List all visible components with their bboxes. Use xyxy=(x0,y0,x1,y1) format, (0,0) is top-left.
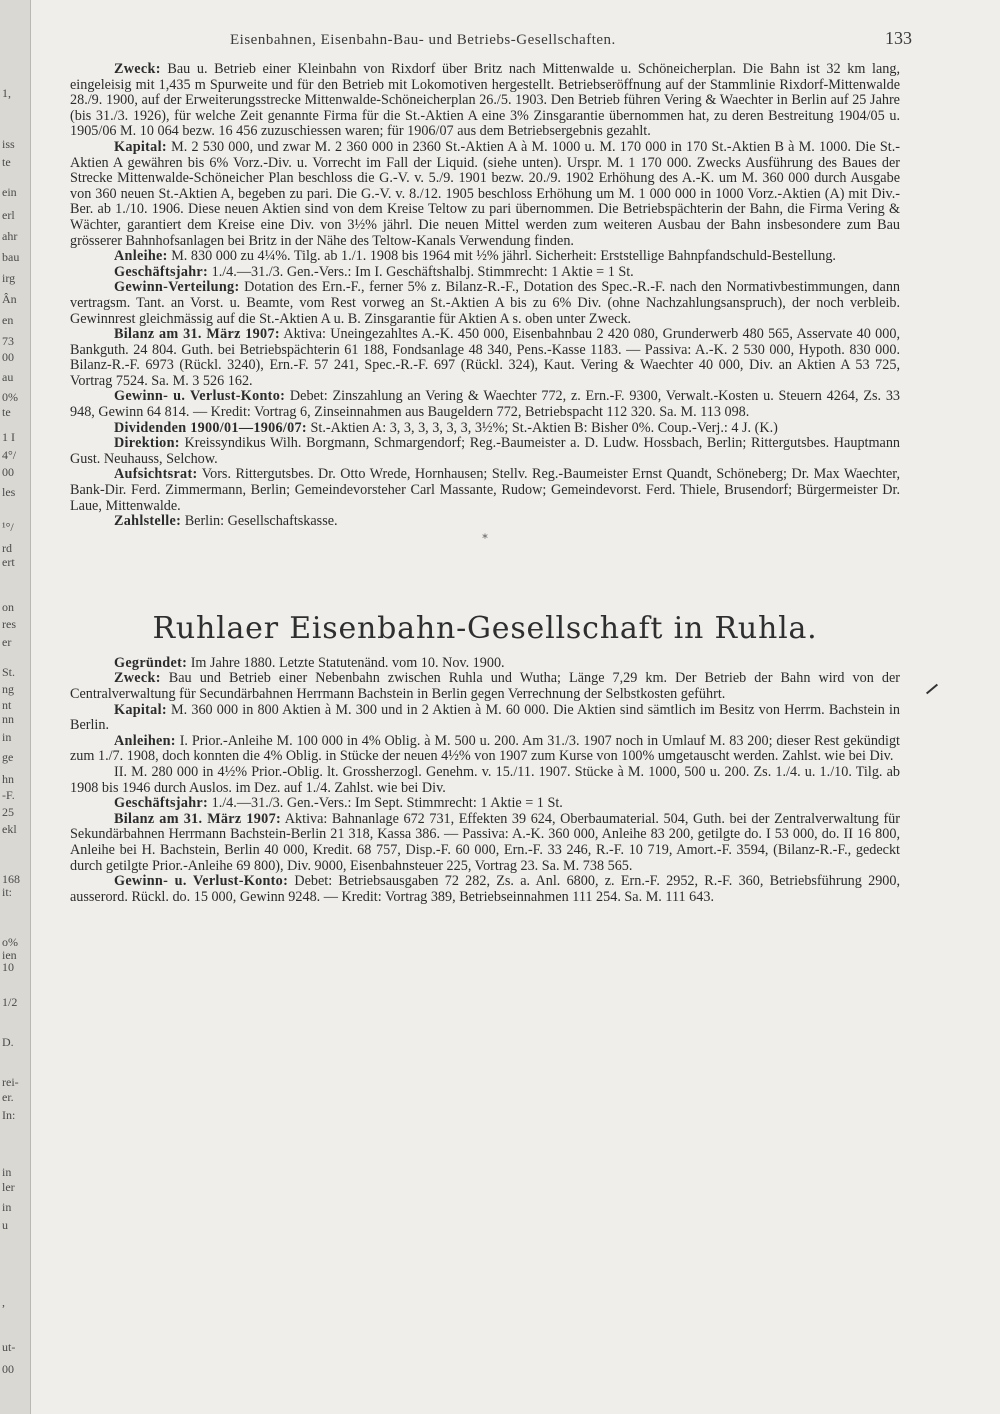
section-ruhlaer xyxy=(70,656,900,906)
paragraph-heading: Direktion: xyxy=(114,435,180,452)
gutter-fragment: nn xyxy=(2,712,14,726)
left-gutter-margin xyxy=(0,0,31,1414)
gutter-fragment: 00 xyxy=(2,1362,14,1376)
gutter-fragment: D. xyxy=(2,1035,14,1049)
paragraph-text: Kreissyndikus Wilh. Borgmann, Schmargendorf; Reg.-Baumeister a. D. Ludw. Hossbach, Berlin; Rittergutsbes. Hauptmann Gust. Neuhauss, Selchow. xyxy=(70,435,901,467)
paragraph-text: I. Prior.-Anleihe M. 100 000 in 4% Oblig. à M. 500 u. 200. Am 31./3. 1907 noch in Umlauf M. 83 200; dieser Rest gekündigt zum 1./7. 1908, doch konnten die 4% Oblig. in Stücke der neuen 4½% von 1907 zum Kurse von 100% umgetauscht werden. Zahlst. wie bei Div. xyxy=(70,732,900,765)
gutter-fragment: 00 xyxy=(2,465,14,479)
gutter-fragment: rei- xyxy=(2,1075,19,1089)
paragraph xyxy=(70,327,900,389)
gutter-fragment: 0% xyxy=(2,390,18,404)
gutter-fragment: ert xyxy=(2,555,15,569)
gutter-fragment: St. xyxy=(2,665,16,679)
gutter-fragment: ¹°/ xyxy=(2,520,14,534)
paragraph-text: Bau und Betrieb einer Nebenbahn zwischen Ruhla und Wutha; Länge 7,29 km. Der Betrieb der Bahn wird von der Centralverwaltung für Secundärbahnen Herrmann Bachstein in Berlin gegen Verrechnung der Selbstkosten geführt. xyxy=(70,670,900,702)
gutter-fragment: in xyxy=(2,1200,12,1214)
paragraph-text: Bau u. Betrieb einer Kleinbahn von Rixdorf über Britz nach Mittenwalde u. Schöneicherplan. Die Bahn ist 32 km lang, eingeleisig mit 1,435 m Spurweite und für den Betrieb mit Lokomotiven hergestellt. Betriebseröffnung auf der Stammlinie Rixdorf-Mittenwalde 28./9. 1900, auf der Erweiterungsstrecke Mittenwalde-Schöneicherplan 26./5. 1903. Den Betrieb führen Vering & Waechter in Berlin auf 25 Jahre (bis 31./3. 1926), für welche Zeit genannte Firma für die St.-Aktien A eine 3% Zinsgarantie übernommen hat, zu deren Bestreitung 1904/05 u. 1905/06 M. 10 064 bezw. 16 456 zuzuschiessen waren; für 1906/07 aus dem Betriebsergebnis gezahlt. xyxy=(70,61,900,140)
gutter-fragment: ng xyxy=(2,682,14,696)
paragraph-heading: Zweck: xyxy=(114,61,161,77)
gutter-fragment: en xyxy=(2,313,14,327)
page-header xyxy=(70,28,912,62)
paragraph-text: 1./4.—31./3. Gen.-Vers.: Im I. Geschäftshalbj. Stimmrecht: 1 Aktie = 1 St. xyxy=(211,263,634,280)
gutter-fragment: erl xyxy=(2,208,15,222)
gutter-fragment: er. xyxy=(2,1090,14,1104)
gutter-fragment: on xyxy=(2,600,14,614)
paragraph-heading: Kapital: xyxy=(114,701,167,718)
paragraph xyxy=(70,703,900,734)
paragraph xyxy=(70,812,900,874)
paragraph-heading: Geschäftsjahr: xyxy=(114,263,209,280)
gutter-fragment: ien xyxy=(2,948,17,962)
paragraph xyxy=(70,421,900,437)
gutter-fragment: bau xyxy=(2,250,20,264)
paragraph xyxy=(70,874,900,905)
paragraph-text: M. 830 000 zu 4¼%. Tilg. ab 1./1. 1908 bis 1964 mit ½% jährl. Sicherheit: Erststellige Bahnpfandschuld-Bestellung. xyxy=(171,248,836,265)
paragraph xyxy=(70,436,900,467)
gutter-fragment: it: xyxy=(2,885,13,899)
gutter-fragment: iss xyxy=(2,137,15,151)
paragraph-text: Dotation des Ern.-F., ferner 5% z. Bilanz-R.-F., Dotation des Spec.-R.-F. nach den Normativbestimmungen, dann vertragsm. Tant. an Vorst. u. Beamte, vom Rest vorweg an St.-Aktien A bis zu 6% Div. (ohne Nachzahlungsanspruch), der noch verbleib. Gewinnrest gleichmässig auf die St.-Aktien A u. B. Zinsgarantie für Aktien A s. oben unter Zweck. xyxy=(70,279,901,327)
paragraph-text: M. 360 000 in 800 Aktien à M. 300 und in 2 Aktien à M. 60 000. Die Aktien sind sämtlich im Besitz von Herrm. Bachstein in Berlin. xyxy=(70,701,901,734)
paragraph-text: II. M. 280 000 in 4½% Prior.-Oblig. lt. Grossherzogl. Genehm. v. 15./11. 1907. Stücke à M. 1000, 500 u. 200. Zs. 1./4. u. 1./10. Tilg. ab 1908 bis 1946 durch Auslos. im Dez. auf 1./4. Zahlst. wie bei Div. xyxy=(70,763,900,796)
gutter-fragment: Ân xyxy=(2,292,17,306)
gutter-fragment: 10 xyxy=(2,960,14,974)
paragraph-heading: Anleihe: xyxy=(114,248,168,265)
paragraph-text: 1./4.—31./3. Gen.-Vers.: Im Sept. Stimmrecht: 1 Aktie = 1 St. xyxy=(211,795,563,812)
gutter-fragment: ein xyxy=(2,185,17,199)
paragraph-heading: Zahlstelle: xyxy=(114,513,182,530)
paragraph-heading: Zweck: xyxy=(114,670,161,687)
paragraph-heading: Anleihen: xyxy=(114,732,176,749)
gutter-fragment: 1 I xyxy=(2,430,15,444)
gutter-fragment: irg xyxy=(2,271,16,285)
gutter-fragment: 1, xyxy=(2,86,11,100)
page-number: 133 xyxy=(885,28,912,48)
gutter-fragment: hn xyxy=(2,772,14,786)
gutter-fragment: 25 xyxy=(2,805,14,819)
gutter-fragment: ο% xyxy=(2,935,18,949)
gutter-fragment: 4°/ xyxy=(2,448,17,462)
paragraph-text: Aktiva: Bahnanlage 672 731, Effekten 39 624, Oberbaumaterial. 504, Guth. bei der Zentralverwaltung für Sekundärbahnen Herrmann Bachstein-Berlin 21 318, Kassa 386. — Passiva: A.-K. 360 000, Anleihe 83 200, getilgte do. I 53 000, do. II 16 800, Anleihe bei H. Bachstein, Berlin 40 000, Kredit. 68 757, Disp.-F. 60 000, Ern.-F. 33 246, R.-F. 10 719, Amort.-F. 3594, (Bilanz-R.-F., gedeckt durch getilgte Prior.-Anleihe 69 800), Div. 9000, Eisenbahnsteuer 225, Vortrag 23. Sa. M. 738 565. xyxy=(70,810,900,874)
gutter-fragment: er xyxy=(2,635,12,649)
paragraph-text: Berlin: Gesellschaftskasse. xyxy=(184,513,338,530)
gutter-fragment: u xyxy=(2,1218,8,1232)
gutter-fragment: nt xyxy=(2,698,12,712)
gutter-fragment: ler xyxy=(2,1180,15,1194)
paragraph-heading: Dividenden 1900/01—1906/07: xyxy=(114,419,307,436)
paragraph-heading: Bilanz am 31. März 1907: xyxy=(114,326,280,343)
gutter-fragment: in xyxy=(2,1165,12,1179)
paragraph xyxy=(70,249,900,265)
paragraph-heading: Gewinn-Verteilung: xyxy=(114,279,240,296)
paragraph xyxy=(70,671,900,702)
gutter-fragment: te xyxy=(2,155,11,169)
paragraph xyxy=(70,514,900,530)
margin-pencil-mark xyxy=(926,684,938,695)
paragraph-text: M. 2 530 000, und zwar M. 2 360 000 in 2360 St.-Aktien A à M. 1000 u. M. 170 000 in 170 St.-Aktien B à M. 1000. Die St.-Aktien A gewähren bis 6% Vorz.-Div. u. Vorrecht im Fall der Liquid. (siehe unten). Urspr. M. 1 170 000. Zwecks Ausführung des Baues der Strecke Mittenwalde-Schöneicher Plan beschloss die G.-V. v. 5./9. 1901 bezw. 20./9. 1902 Erhöhung des A.-K. um M. 360 000 durch Ausgabe von 360 neuen St.-Aktien A, begeben zu pari. Die G.-V. v. 8./12. 1905 beschloss Erhöhung um M. 1 000 000 in 1000 Vorz.-Aktien (A) mit Div.-Ber. ab 1./10. 1906. Diese neuen Aktien sind von dem Kreise Teltow zu pari übernommen. Die Betriebspächterin der Bahn, die Firma Vering & Wächter, garantiert dem Kreise eine Div. von 3½% jährl. Die neuen Mittel werden zum weiteren Ausbau der Bahn insbesondere zum Bau grösserer Bahnhofsanlagen bei Britz in der Nähe des Teltow-Kanals Verwendung finden. xyxy=(70,138,900,249)
paragraph-heading: Gewinn- u. Verlust-Konto: xyxy=(114,388,286,405)
paragraph xyxy=(70,656,900,672)
paragraph-heading: Gegründet: xyxy=(114,654,188,671)
paragraph xyxy=(70,140,900,249)
gutter-fragment: 00 xyxy=(2,350,14,364)
paragraph xyxy=(70,265,900,281)
paragraph-heading: Kapital: xyxy=(114,138,167,155)
gutter-fragment: in xyxy=(2,730,12,744)
paragraph xyxy=(70,280,900,327)
paragraph-heading: Geschäftsjahr: xyxy=(114,795,209,812)
paragraph xyxy=(70,796,900,812)
gutter-fragment: ahr xyxy=(2,229,18,243)
paragraph-text: Aktiva: Uneingezahltes A.-K. 450 000, Eisenbahnbau 2 420 080, Grunderwerb 480 565, Asservate 40 000, Bankguth. 24 804. Guth. bei Betriebspächterin 61 188, Fondsanlage 48 340, Pens.-Kasse 1183. — Passiva: A.-K. 2 530 000, Hypoth. 830 000. Bilanz-R.-F. 6973 (Rückl. 3240), Ern.-F. 57 241, Spec.-R.-F. 697 (Rückl. 324), Kaut. Vering & Waechter 40 000, Div. an Aktien A 53 725, Vortrag 7524. Sa. M. 3 526 162. xyxy=(70,326,900,389)
paragraph-heading: Bilanz am 31. März 1907: xyxy=(114,810,281,827)
paragraph xyxy=(70,62,900,140)
gutter-fragment: 1/2 xyxy=(2,995,18,1009)
section-end-mark: * xyxy=(482,531,488,545)
paragraph-heading: Aufsichtsrat: xyxy=(114,466,198,483)
paragraph xyxy=(70,389,900,420)
gutter-fragment: au xyxy=(2,370,14,384)
paragraph-text: Im Jahre 1880. Letzte Statutenänd. vom 10. Nov. 1900. xyxy=(190,654,505,671)
gutter-fragment: , xyxy=(2,1295,5,1309)
running-head: Eisenbahnen, Eisenbahn-Bau- und Betriebs-Gesellschaften. xyxy=(230,32,616,48)
section-kleinbahn xyxy=(70,62,900,530)
document-page xyxy=(70,28,912,905)
paragraph xyxy=(70,467,900,514)
gutter-fragment: ut- xyxy=(2,1340,16,1354)
gutter-fragment: 168 xyxy=(2,872,20,886)
paragraph-text: Debet: Zinszahlung an Vering & Waechter 772, z. Ern.-F. 9300, Verwalt.-Kosten u. Steuern 4264, Zs. 33 948, Gewinn 64 814. — Kredit: Vortrag 6, Zinseinnahmen aus Baugeldern 772, Betriebspacht 112 320. Sa. M. 113 098. xyxy=(70,388,901,421)
gutter-fragment: te xyxy=(2,405,11,419)
gutter-fragment: ekl xyxy=(2,822,17,836)
paragraph-text: Vors. Rittergutsbes. Dr. Otto Wrede, Hornhausen; Stellv. Reg.-Baumeister Ernst Quandt, Schöneberg; Dr. Max Waechter, Bank-Dir. Ferd. Zimmermann, Berlin; Gemeindevorsteher Carl Massante, Rudow; Gemeindevorst. Ferd. Thiele, Brusendorf; Bürgermeister Dr. Laue, Mittenwalde. xyxy=(70,466,901,514)
gutter-fragment: -F. xyxy=(2,788,15,802)
gutter-fragment: ge xyxy=(2,750,14,764)
paragraph xyxy=(70,734,900,765)
paragraph xyxy=(70,765,900,796)
paragraph-text: St.-Aktien A: 3, 3, 3, 3, 3, 3, 3½%; St.-Aktien B: Bisher 0%. Coup.-Verj.: 4 J. (K.) xyxy=(310,419,778,436)
paragraph-text: Debet: Betriebsausgaben 72 282, Zs. a. Anl. 6800, z. Ern.-F. 2952, R.-F. 360, Betriebsführung 2900, ausserord. Rückl. do. 15 000, Gewinn 9248. — Kredit: Vortrag 389, Betriebseinnahmen 111 254. Sa. M. 111 643. xyxy=(70,873,901,905)
gutter-fragment: In: xyxy=(2,1108,16,1122)
gutter-fragment: 73 xyxy=(2,334,14,348)
paragraph-heading: Gewinn- u. Verlust-Konto: xyxy=(114,873,289,890)
gutter-fragment: les xyxy=(2,485,16,499)
gutter-fragment: res xyxy=(2,617,16,631)
company-title: Ruhlaer Eisenbahn-Gesellschaft in Ruhla. xyxy=(152,610,818,646)
gutter-fragment: rd xyxy=(2,541,12,555)
